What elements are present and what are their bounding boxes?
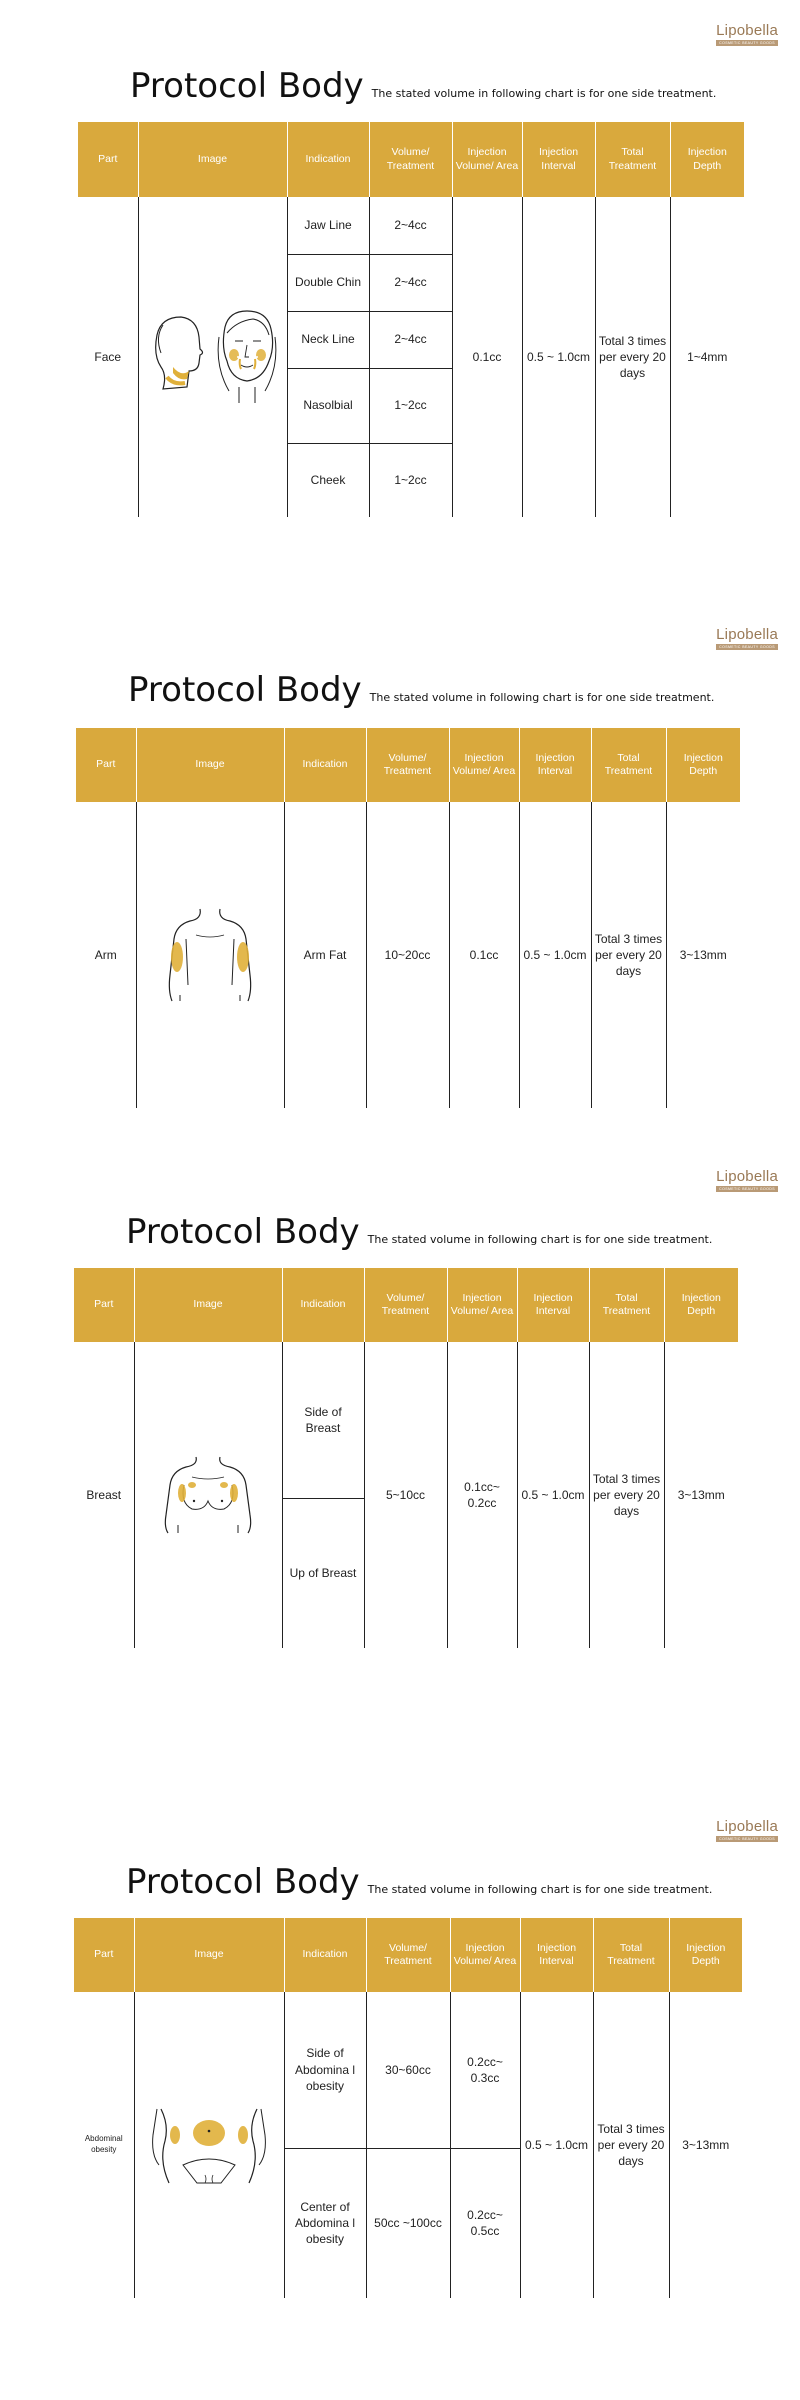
protocol-panel-arm	[0, 600, 800, 1120]
brand-logo	[716, 626, 778, 650]
volume-cell: 5~10cc	[364, 1342, 447, 1648]
indication-cell: Double Chin	[287, 254, 369, 311]
injection-interval-cell: 0.5 ~ 1.0cm	[519, 802, 591, 1108]
brand-name: Lipobella	[716, 1168, 778, 1185]
injection-interval-cell: 0.5 ~ 1.0cm	[517, 1342, 589, 1648]
total-treatment-cell: Total 3 times per every 20 days	[589, 1342, 664, 1648]
brand-logo	[716, 1818, 778, 1842]
injection-interval-cell: 0.5 ~ 1.0cm	[520, 1992, 593, 2298]
arm-illustration-icon	[160, 905, 260, 1005]
header-indication: Indication	[284, 1918, 366, 1992]
breast-illustration-icon	[158, 1455, 258, 1535]
panel-title	[126, 1862, 712, 1902]
injection-volume-area-cell: 0.1cc	[449, 802, 519, 1108]
indication-cell: Cheek	[287, 443, 369, 517]
total-treatment-cell: Total 3 times per every 20 days	[591, 802, 666, 1108]
volume-cell: 2~4cc	[369, 311, 452, 368]
header-image: Image	[136, 728, 284, 802]
header-part: Part	[74, 1918, 134, 1992]
header-image: Image	[134, 1268, 282, 1342]
volume-cell: 1~2cc	[369, 368, 452, 443]
header-indication: Indication	[284, 728, 366, 802]
header-injection-interval: Injection Interval	[520, 1918, 593, 1992]
brand-logo	[716, 1168, 778, 1192]
injection-depth-cell: 3~13mm	[666, 802, 740, 1108]
brand-name: Lipobella	[716, 22, 778, 39]
header-injection-volume-area: Injection Volume/ Area	[450, 1918, 520, 1992]
part-cell: Abdominal obesity	[84, 2134, 123, 2154]
protocol-table	[76, 728, 740, 1108]
protocol-panel-face	[0, 0, 800, 560]
header-total-treatment: Total Treatment	[593, 1918, 669, 1992]
part-cell: Face	[94, 349, 122, 364]
header-part: Part	[76, 728, 136, 802]
header-total-treatment: Total Treatment	[589, 1268, 664, 1342]
indication-cell: Side of Abdomina l obesity	[284, 1992, 366, 2148]
header-total-treatment: Total Treatment	[595, 122, 670, 197]
title-text: Protocol Body	[128, 670, 362, 710]
injection-volume-area-cell: 0.2cc~ 0.3cc	[450, 1992, 520, 2148]
total-treatment-cell: Total 3 times per every 20 days	[593, 1992, 669, 2298]
subtitle-text: The stated volume in following chart is for one side treatment.	[371, 87, 717, 100]
indication-cell: Center of Abdomina l obesity	[284, 2148, 366, 2298]
injection-volume-area-cell: 0.1cc~ 0.2cc	[447, 1342, 517, 1648]
header-image: Image	[138, 122, 287, 197]
title-text: Protocol Body	[126, 1212, 360, 1252]
arm-illustration	[136, 802, 284, 1108]
part-cell: Breast	[86, 1487, 122, 1502]
header-injection-depth: Injection Depth	[664, 1268, 738, 1342]
volume-cell: 2~4cc	[369, 254, 452, 311]
indication-cell: Nasolbial	[287, 368, 369, 443]
injection-volume-area-cell: 0.1cc	[452, 197, 522, 517]
panel-title	[126, 1212, 712, 1252]
header-volume-treatment: Volume/ Treatment	[364, 1268, 447, 1342]
volume-cell: 10~20cc	[366, 802, 449, 1108]
breast-illustration	[134, 1342, 282, 1648]
subtitle-text: The stated volume in following chart is for one side treatment.	[367, 1883, 713, 1896]
header-part: Part	[78, 122, 138, 197]
header-injection-depth: Injection Depth	[669, 1918, 742, 1992]
header-volume-treatment: Volume/ Treatment	[366, 1918, 450, 1992]
injection-depth-cell: 3~13mm	[669, 1992, 742, 2298]
protocol-panel-breast	[0, 1140, 800, 1660]
indication-cell: Arm Fat	[284, 802, 366, 1108]
injection-depth-cell: 1~4mm	[670, 197, 744, 517]
volume-cell: 30~60cc	[366, 1992, 450, 2148]
abdomen-illustration	[134, 1992, 284, 2298]
volume-cell: 50cc ~100cc	[366, 2148, 450, 2298]
indication-cell: Side of Breast	[282, 1342, 364, 1498]
header-volume-treatment: Volume/ Treatment	[366, 728, 449, 802]
brand-logo	[716, 22, 778, 46]
subtitle-text: The stated volume in following chart is for one side treatment.	[367, 1233, 713, 1246]
face-illustration-icon	[143, 307, 283, 407]
volume-cell: 1~2cc	[369, 443, 452, 517]
brand-tagline: COSMETIC BEAUTY GOODS	[716, 644, 778, 650]
title-text: Protocol Body	[130, 66, 364, 106]
header-image: Image	[134, 1918, 284, 1992]
header-injection-volume-area: Injection Volume/ Area	[449, 728, 519, 802]
header-injection-interval: Injection Interval	[517, 1268, 589, 1342]
brand-name: Lipobella	[716, 1818, 778, 1835]
protocol-panel-abdominal	[0, 1790, 800, 2390]
header-volume-treatment: Volume/ Treatment	[369, 122, 452, 197]
header-injection-interval: Injection Interval	[519, 728, 591, 802]
protocol-table	[74, 1268, 738, 1648]
brand-name: Lipobella	[716, 626, 778, 643]
indication-cell: Jaw Line	[287, 197, 369, 254]
brand-tagline: COSMETIC BEAUTY GOODS	[716, 1186, 778, 1192]
part-cell: Arm	[94, 947, 117, 962]
protocol-table	[78, 122, 744, 517]
header-injection-volume-area: Injection Volume/ Area	[452, 122, 522, 197]
indication-cell: Neck Line	[287, 311, 369, 368]
indication-cell: Up of Breast	[282, 1498, 364, 1648]
injection-depth-cell: 3~13mm	[664, 1342, 738, 1648]
volume-cell: 2~4cc	[369, 197, 452, 254]
protocol-table	[74, 1918, 742, 2298]
header-injection-interval: Injection Interval	[522, 122, 595, 197]
header-part: Part	[74, 1268, 134, 1342]
injection-interval-cell: 0.5 ~ 1.0cm	[522, 197, 595, 517]
face-illustration	[138, 197, 287, 517]
brand-tagline: COSMETIC BEAUTY GOODS	[716, 1836, 778, 1842]
subtitle-text: The stated volume in following chart is for one side treatment.	[369, 691, 715, 704]
title-text: Protocol Body	[126, 1862, 360, 1902]
abdomen-illustration-icon	[149, 2105, 269, 2185]
panel-title	[130, 66, 716, 106]
header-indication: Indication	[282, 1268, 364, 1342]
header-total-treatment: Total Treatment	[591, 728, 666, 802]
total-treatment-cell: Total 3 times per every 20 days	[595, 197, 670, 517]
header-indication: Indication	[287, 122, 369, 197]
panel-title	[128, 670, 714, 710]
injection-volume-area-cell: 0.2cc~ 0.5cc	[450, 2148, 520, 2298]
brand-tagline: COSMETIC BEAUTY GOODS	[716, 40, 778, 46]
header-injection-depth: Injection Depth	[666, 728, 740, 802]
header-injection-volume-area: Injection Volume/ Area	[447, 1268, 517, 1342]
header-injection-depth: Injection Depth	[670, 122, 744, 197]
